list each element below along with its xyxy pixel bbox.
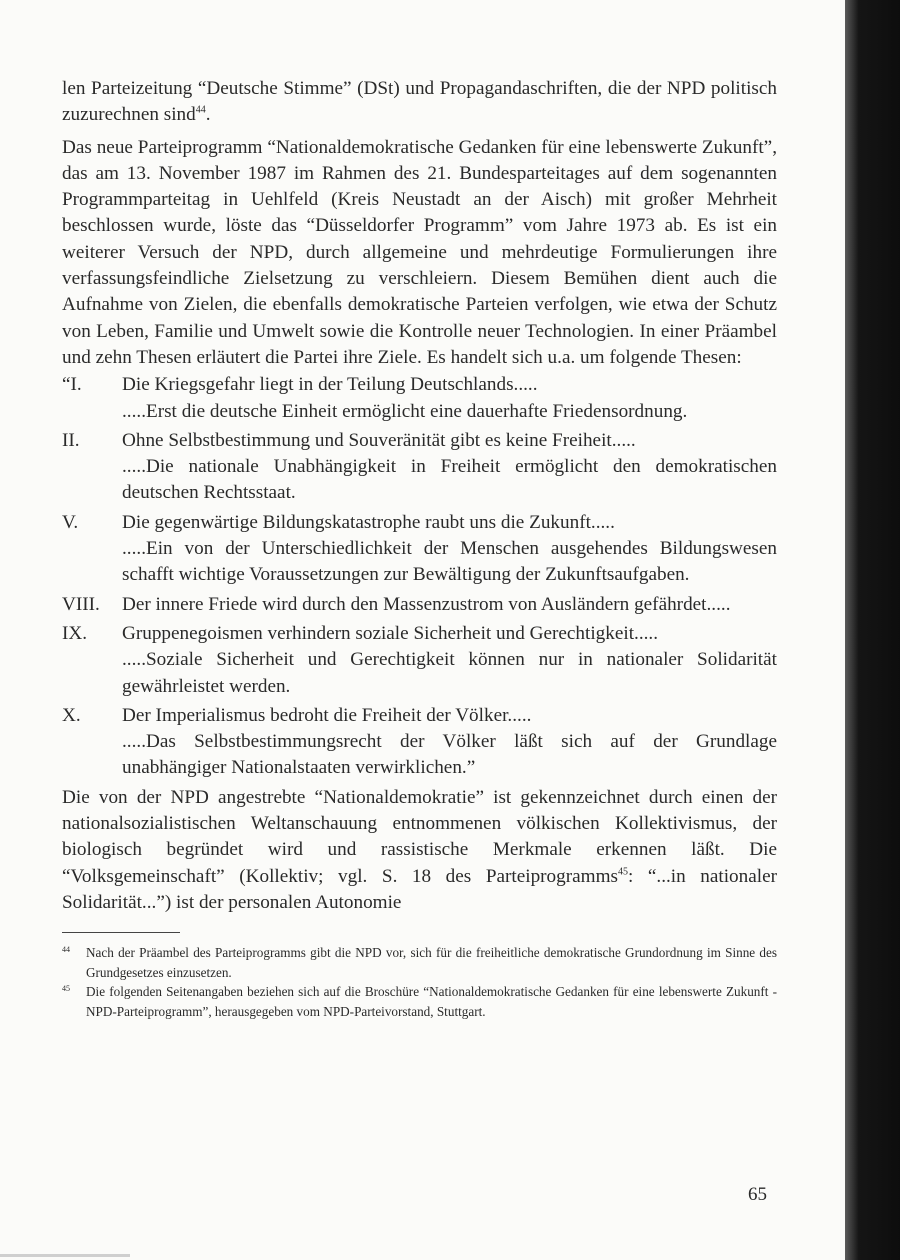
- thesis-line2: .....Die nationale Unabhängigkeit in Freiheit ermöglicht den demokratischen deutschen Rechtsstaat.: [122, 456, 777, 504]
- scan-artifact-line: [0, 1254, 130, 1257]
- footnote-text: Die folgenden Seitenangaben beziehen sich auf die Broschüre “Nationaldemokratische Gedanken für eine lebenswerte Zukunft - NPD-Parteiprogramm”, herausgegeben vom NPD-Parteivorstand, Stuttgart.: [86, 984, 777, 1019]
- thesis-line1: Gruppenegoismen verhindern soziale Sicherheit und Gerechtigkeit.....: [122, 622, 659, 644]
- footnote-number: 45: [62, 984, 70, 994]
- thesis-line1: Der Imperialismus bedroht die Freiheit der Völker.....: [122, 704, 532, 726]
- thesis-number: VIII.: [62, 593, 100, 615]
- paragraph-2: Das neue Parteiprogramm “Nationaldemokratische Gedanken für eine lebenswerte Zukunft”, das am 13. November 1987 im Rahmen des 21. Bundesparteitages auf dem sogenannten Programmparteitag in Uehlfeld (Kreis Neustadt an der Aisch) mit großer Mehrheit beschlossen wurde, löste das “Düsseldorfer Programm” vom Jahre 1973 ab. Es ist ein weiterer Versuch der NPD, durch allgemeine und mehrdeutige Formulierungen ihre verfassungsfeindliche Zielsetzung zu verschleiern. Diesem Bemühen dient auch die Aufnahme von Zielen, die ebenfalls demokratische Parteien verfolgen, wie etwa der Schutz von Leben, Familie und Umwelt sowie die Kontrolle neuer Technologien. In einer Präambel und zehn Thesen erläutert die Partei ihre Ziele. Es handelt sich u.a. um folgende Thesen:: [62, 136, 777, 368]
- thesis-line1: Der innere Friede wird durch den Massenzustrom von Ausländern gefährdet.....: [122, 593, 731, 615]
- thesis-item: [62, 703, 777, 782]
- thesis-item: [62, 428, 777, 507]
- paragraph-3-end: : “...in nationaler Solidarität...”) ist der personalen Autonomie: [62, 865, 777, 913]
- paragraph-1-end: .: [205, 104, 211, 126]
- thesis-line1: Ohne Selbstbestimmung und Souveränität gibt es keine Freiheit.....: [122, 429, 636, 451]
- thesis-item: [62, 510, 777, 589]
- thesis-line2: .....Erst die deutsche Einheit ermöglicht eine dauerhafte Friedensordnung.: [122, 400, 688, 422]
- thesis-line1: Die gegenwärtige Bildungskatastrophe raubt uns die Zukunft.....: [122, 511, 615, 533]
- thesis-number: IX.: [62, 622, 88, 644]
- theses-list: [62, 372, 777, 781]
- thesis-line1: Die Kriegsgefahr liegt in der Teilung Deutschlands.....: [122, 374, 538, 396]
- page-content: [62, 76, 777, 1021]
- footnote-number: 44: [62, 945, 70, 955]
- footnote-44: [62, 943, 777, 982]
- page-number: 65: [748, 1184, 767, 1205]
- thesis-item: [62, 621, 777, 700]
- thesis-number: V.: [62, 511, 79, 533]
- scan-edge-shadow: [845, 0, 900, 1260]
- thesis-line2: .....Das Selbstbestimmungsrecht der Völker läßt sich auf der Grundlage unabhängiger Nationalstaaten verwirklichen.”: [122, 731, 777, 779]
- paragraph-3-text: Die von der NPD angestrebte “Nationaldemokratie” ist gekennzeichnet durch einen der nationalsozialistischen Weltanschauung entnommenen völkischen Kollektivismus, der biologisch begründet wird und rassistische Merkmale erkennen läßt. Die “Volksgemeinschaft” (Kollektiv; vgl. S. 18 des Parteiprogramms: [62, 786, 777, 887]
- thesis-number: II.: [62, 429, 80, 451]
- thesis-line2: .....Soziale Sicherheit und Gerechtigkeit können nur in nationaler Solidarität gewährleistet werden.: [122, 649, 777, 697]
- thesis-number: X.: [62, 704, 81, 726]
- paragraph-3: [62, 785, 777, 916]
- footnote-separator: [62, 932, 180, 933]
- paragraph-1-text: len Parteizeitung “Deutsche Stimme” (DSt) und Propagandaschriften, die der NPD politisch zuzurechnen sind: [62, 78, 777, 126]
- paragraph-1: [62, 76, 777, 129]
- footnote-ref-45: 45: [617, 866, 628, 878]
- footnote-ref-44: 44: [195, 104, 206, 116]
- thesis-item: [62, 372, 777, 425]
- thesis-line2: .....Ein von der Unterschiedlichkeit der Menschen ausgehendes Bildungswesen schafft wichtige Voraussetzungen zur Bewältigung der Zukunftsaufgaben.: [122, 538, 777, 586]
- footnote-45: [62, 982, 777, 1021]
- thesis-item: [62, 592, 777, 618]
- thesis-number: “I.: [62, 374, 82, 396]
- footnote-text: Nach der Präambel des Parteiprogramms gibt die NPD vor, sich für die freiheitliche demokratische Grundordnung im Sinne des Grundgesetzes einzusetzen.: [86, 945, 777, 980]
